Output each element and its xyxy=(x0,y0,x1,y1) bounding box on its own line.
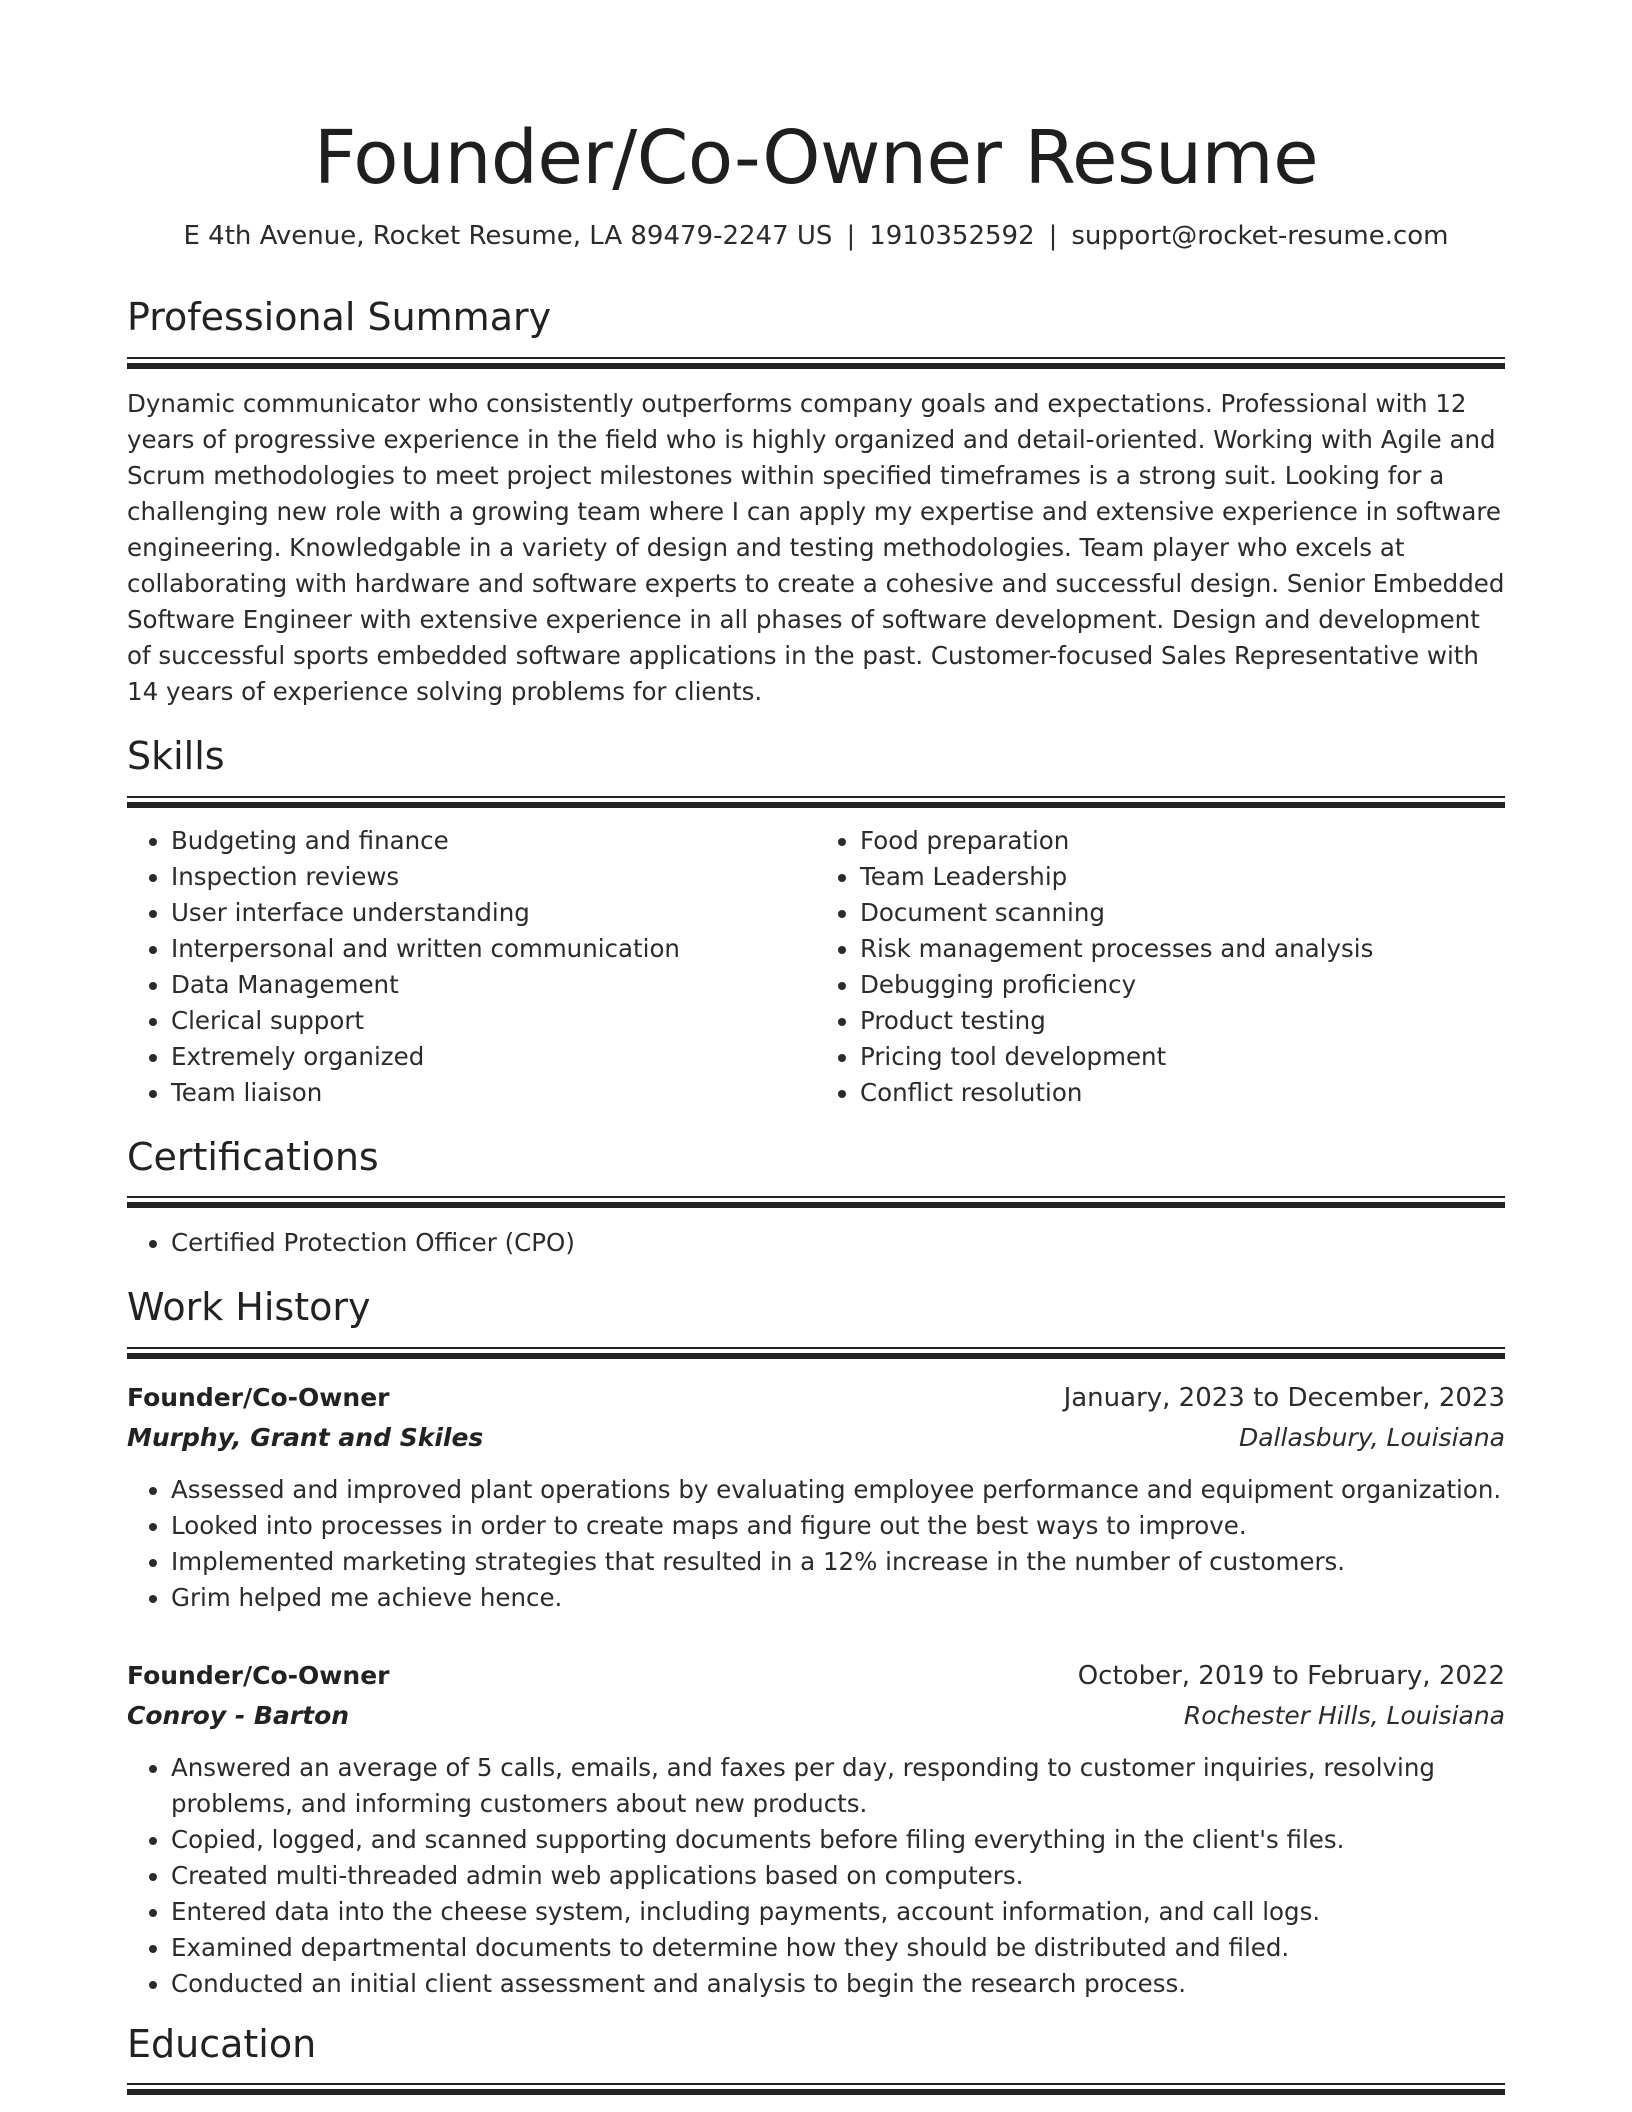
section-divider xyxy=(127,796,1505,811)
job-location: Dallasbury, Louisiana xyxy=(1238,1422,1505,1452)
skill-item: • Risk management processes and analysis xyxy=(860,931,1505,967)
job-dates: January, 2023 to December, 2023 xyxy=(1063,1382,1505,1413)
job-bullet: • Looked into processes in order to create maps and figure out the best ways to improve. xyxy=(171,1508,1505,1544)
job-entry xyxy=(127,1378,1505,1616)
skill-item: • Team liaison xyxy=(171,1075,816,1111)
section-heading: Certifications xyxy=(127,1134,379,1179)
skill-item: • Debugging proficiency xyxy=(860,967,1505,1003)
job-title: Founder/Co-Owner xyxy=(127,1660,390,1690)
job-company-row xyxy=(127,1696,1505,1736)
skills-section xyxy=(127,710,1505,1111)
resume-title: Founder/Co-Owner Resume xyxy=(313,115,1319,201)
certifications-section xyxy=(127,1111,1505,1262)
job-location: Rochester Hills, Louisiana xyxy=(1183,1700,1505,1730)
certifications-list xyxy=(127,1225,1505,1261)
contact-phone: 1910352592 xyxy=(869,221,1035,252)
job-bullet: • Implemented marketing strategies that resulted in a 12% increase in the number of customers. xyxy=(171,1544,1505,1580)
skill-item: • Document scanning xyxy=(860,895,1505,931)
section-divider xyxy=(127,1196,1505,1211)
section-heading: Skills xyxy=(127,733,225,778)
skills-right-list xyxy=(816,823,1505,1111)
job-bullet: • Grim helped me achieve hence. xyxy=(171,1580,1505,1616)
summary-section xyxy=(127,251,1505,710)
job-bullet: • Examined departmental documents to determine how they should be distributed and filed. xyxy=(171,1930,1505,1966)
skill-item: • Team Leadership xyxy=(860,859,1505,895)
skills-grid xyxy=(127,823,1505,1111)
section-heading: Professional Summary xyxy=(127,295,552,340)
work-history-section xyxy=(127,1261,1505,2002)
job-dates: October, 2019 to February, 2022 xyxy=(1077,1660,1505,1691)
contact-email: support@rocket-resume.com xyxy=(1071,221,1449,252)
job-header-row xyxy=(127,1656,1505,1696)
contact-line xyxy=(127,221,1505,251)
job-bullet: • Entered data into the cheese system, including payments, account information, and call logs. xyxy=(171,1894,1505,1930)
skill-item: • Conflict resolution xyxy=(860,1075,1505,1111)
certification-item: • Certified Protection Officer (CPO) xyxy=(171,1225,1505,1261)
job-title: Founder/Co-Owner xyxy=(127,1382,390,1412)
contact-address: E 4th Avenue, Rocket Resume, LA 89479-2247 US xyxy=(183,221,833,252)
skill-item: • Inspection reviews xyxy=(171,859,816,895)
skill-item: • Extremely organized xyxy=(171,1039,816,1075)
job-bullets xyxy=(127,1472,1505,1616)
skill-item: • Interpersonal and written communication xyxy=(171,931,816,967)
section-divider xyxy=(127,357,1505,372)
skill-item: • Product testing xyxy=(860,1003,1505,1039)
job-company: Conroy - Barton xyxy=(127,1700,350,1730)
job-company-row xyxy=(127,1418,1505,1458)
job-entry xyxy=(127,1656,1505,2002)
job-company: Murphy, Grant and Skiles xyxy=(127,1422,484,1452)
job-bullet: • Created multi-threaded admin web applications based on computers. xyxy=(171,1858,1505,1894)
section-divider xyxy=(127,2083,1505,2098)
skill-item: • Data Management xyxy=(171,967,816,1003)
skill-item: • Pricing tool development xyxy=(860,1039,1505,1075)
section-heading: Work History xyxy=(127,1285,371,1330)
job-bullet: • Answered an average of 5 calls, emails, and faxes per day, responding to customer inquiries, resolving problems, and informing customers about new products. xyxy=(171,1750,1505,1822)
job-header-row xyxy=(127,1378,1505,1418)
skill-item: • User interface understanding xyxy=(171,895,816,931)
contact-separator: | xyxy=(1048,221,1058,252)
contact-separator: | xyxy=(846,221,856,252)
skills-left-list xyxy=(127,823,816,1111)
job-bullets xyxy=(127,1750,1505,2002)
job-bullet: • Copied, logged, and scanned supporting documents before filing everything in the client's files. xyxy=(171,1822,1505,1858)
skill-item: • Food preparation xyxy=(860,823,1505,859)
section-heading: Education xyxy=(127,2021,317,2066)
summary-text: Dynamic communicator who consistently outperforms company goals and expectations. Professional with 12 years of progressive experience in the field who is highly organized and detail-oriented. Working with Agile and Scrum methodologies to meet project milestones within specified timeframes is a strong suit. Looking for a challenging new role with a growing team where I can apply my expertise and extensive experience in software engineering. Knowledgable in a variety of design and testing methodologies. Team player who excels at collaborating with hardware and software experts to create a cohesive and successful design. Senior Embedded Software Engineer with extensive experience in all phases of software development. Design and development of successful sports embedded software applications in the past. Customer-focused Sales Representative with 14 years of experience solving problems for clients. xyxy=(127,388,1505,706)
education-section xyxy=(127,2002,1505,2099)
job-bullet: • Conducted an initial client assessment and analysis to begin the research process. xyxy=(171,1966,1505,2002)
skill-item: • Budgeting and finance xyxy=(171,823,816,859)
job-bullet: • Assessed and improved plant operations by evaluating employee performance and equipment organization. xyxy=(171,1472,1505,1508)
section-divider xyxy=(127,1347,1505,1362)
skill-item: • Clerical support xyxy=(171,1003,816,1039)
